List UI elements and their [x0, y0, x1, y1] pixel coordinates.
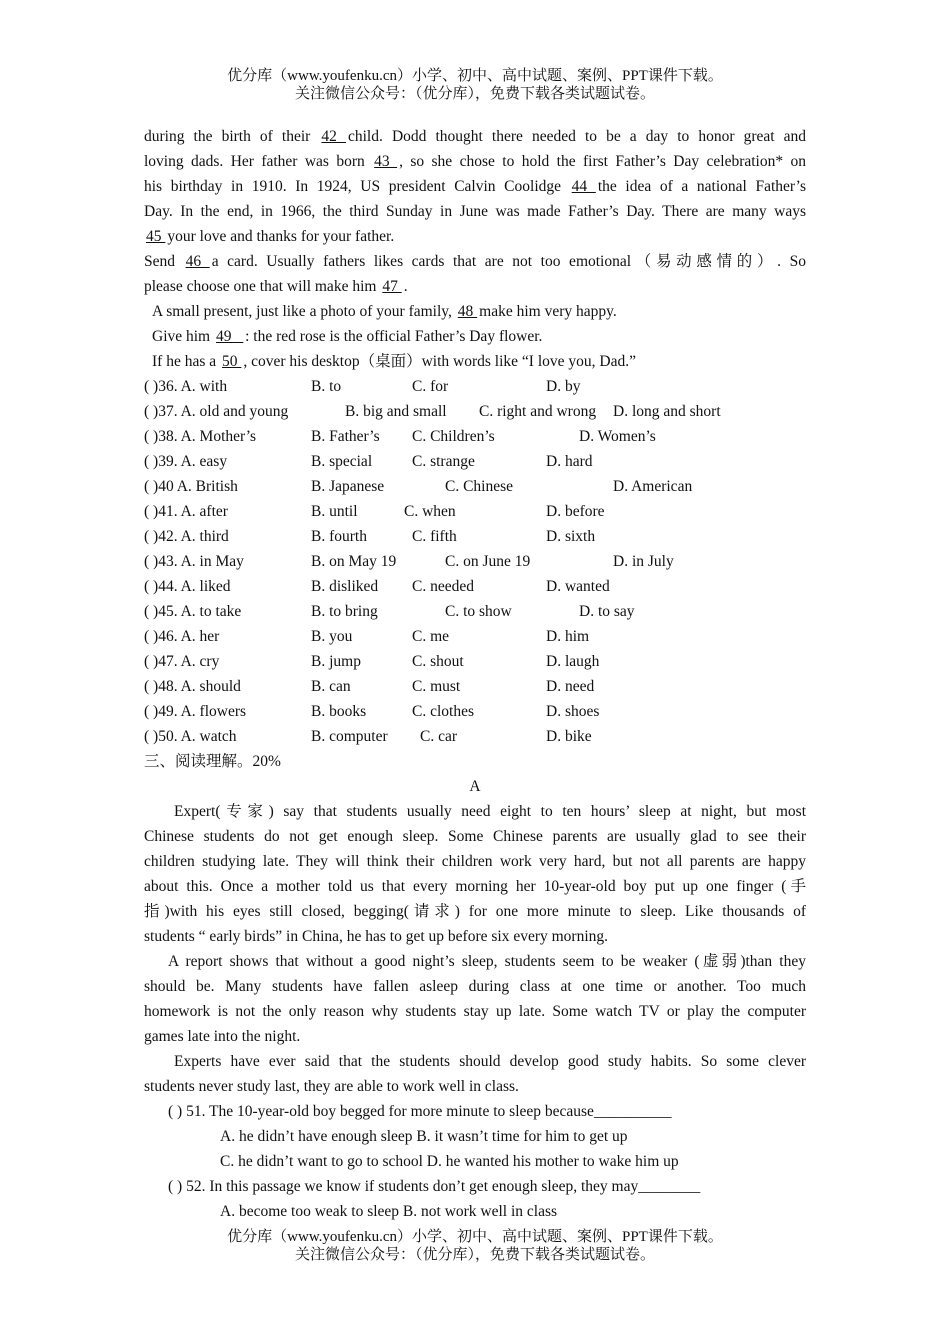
question-row: ( )43. A. in May B. on May 19 C. on June 19 D. in July	[144, 553, 674, 570]
reading-line: about this. Once a mother told us that every morning her 10-year-old boy put up one finger (手	[144, 878, 806, 895]
question-row: ( )49. A. flowers B. books C. clothes D. shoes	[144, 703, 600, 720]
reading-line: students “ early birds” in China, he has to get up before six every morning.	[144, 928, 609, 945]
footer-line-1: 优分库（www.youfenku.cn）小学、初中、高中试题、案例、PPT课件下载。	[227, 1229, 723, 1245]
question-51: ( ) 51. The 10-year-old boy begged for more minute to sleep because__________	[168, 1103, 672, 1120]
reading-line: should be. Many students have fallen asleep during class at one time or another. Too much	[144, 978, 806, 995]
page-header-top	[0, 67, 950, 103]
reading-line: Chinese students do not get enough sleep. Some Chinese parents are usually glad to see their	[144, 828, 806, 845]
part-label: A	[469, 778, 481, 795]
reading-line: homework is not the only reason why students stay up late. Some watch TV or play the computer	[144, 1003, 806, 1020]
passage-line: please choose one that will make him 47 .	[144, 278, 408, 295]
question-row: ( )36. A. with B. to C. for D. by	[144, 378, 581, 395]
blank-44: 44	[571, 178, 596, 195]
question-row: ( )46. A. her B. you C. me D. him	[144, 628, 590, 645]
reading-line: games late into the night.	[144, 1028, 301, 1045]
question-row: ( )48. A. should B. can C. must D. need	[144, 678, 595, 695]
question-52-options-ab: A. become too weak to sleep B. not work well in class	[220, 1203, 558, 1220]
reading-line: 指)with his eyes still closed, begging(请求) for one more minute to sleep. Like thousands of	[144, 903, 806, 920]
blank-47: 47	[382, 278, 402, 295]
section-title: 三、阅读理解。20%	[144, 753, 281, 770]
passage-line: during the birth of their 42 child. Dodd thought there needed to be a day to honor great and	[144, 128, 806, 145]
blank-43: 43	[374, 153, 398, 170]
question-row: ( )42. A. third B. fourth C. fifth D. sixth	[144, 528, 596, 545]
passage-line: Day. In the end, in 1966, the third Sunday in June was made Father’s Day. There are many ways	[144, 203, 806, 220]
blank-50: 50	[222, 353, 242, 370]
passage-line: loving dads. Her father was born 43 , so she chose to hold the first Father’s Day celebration* on	[144, 153, 806, 170]
header-line-1: 优分库（www.youfenku.cn）小学、初中、高中试题、案例、PPT课件下载。	[227, 68, 723, 84]
question-row: ( )41. A. after B. until C. when D. before	[144, 503, 605, 520]
passage-line: Give him 49 _ : the red rose is the official Father’s Day flower.	[152, 328, 543, 345]
header-line-2: 关注微信公众号：（优分库），免费下载各类试题试卷。	[294, 86, 655, 102]
passage-line: Send 46 a card. Usually fathers likes cards that are not too emotional（易动感情的）. So	[144, 253, 806, 270]
question-row: ( )45. A. to take B. to bring C. to show D. to say	[144, 603, 635, 620]
exam-body	[144, 124, 806, 1224]
reading-line: students never study last, they are able to work well in class.	[144, 1078, 519, 1095]
blank-46: 46	[185, 253, 210, 270]
blank-49: 49 _	[216, 328, 244, 345]
question-row: ( )50. A. watch B. computer C. car D. bike	[144, 728, 592, 745]
question-row: ( )44. A. liked B. disliked C. needed D. wanted	[144, 578, 610, 595]
reading-line: A report shows that without a good night’s sleep, students seem to be weaker (虚弱)than they	[168, 953, 806, 970]
footer-line-2: 关注微信公众号：（优分库），免费下载各类试题试卷。	[294, 1247, 655, 1263]
question-51-options-ab: A. he didn’t have enough sleep B. it wasn’t time for him to get up	[220, 1128, 628, 1145]
passage-line: 45 your love and thanks for your father.	[146, 228, 395, 245]
reading-line: Experts have ever said that the students should develop good study habits. So some clever	[174, 1053, 806, 1070]
reading-line: children studying late. They will think their children work very hard, but not all parents are happy	[144, 853, 806, 870]
passage-line: his birthday in 1910. In 1924, US president Calvin Coolidge 44 the idea of a national Father’s	[144, 178, 806, 195]
question-row: ( )37. A. old and young B. big and small C. right and wrong D. long and short	[144, 403, 721, 420]
blank-48: 48	[457, 303, 478, 320]
question-row: ( )40 A. British B. Japanese C. Chinese D. American	[144, 478, 693, 495]
question-51-options-cd: C. he didn’t want to go to school D. he wanted his mother to wake him up	[220, 1153, 679, 1170]
reading-line: Expert(专家) say that students usually need eight to ten hours’ sleep at night, but most	[174, 803, 806, 820]
question-row: ( )47. A. cry B. jump C. shout D. laugh	[144, 653, 600, 670]
page-footer	[0, 1228, 950, 1264]
passage-line: If he has a 50 , cover his desktop（桌面）with words like “I love you, Dad.”	[152, 353, 636, 370]
blank-42: 42	[321, 128, 346, 145]
passage-line: A small present, just like a photo of your family, 48 make him very happy.	[152, 303, 617, 320]
question-row: ( )39. A. easy B. special C. strange D. hard	[144, 453, 593, 470]
question-52: ( ) 52. In this passage we know if students don’t get enough sleep, they may________	[168, 1178, 701, 1195]
blank-45: 45	[146, 228, 166, 245]
question-row: ( )38. A. Mother’s B. Father’s C. Children’s D. Women’s	[144, 428, 656, 445]
